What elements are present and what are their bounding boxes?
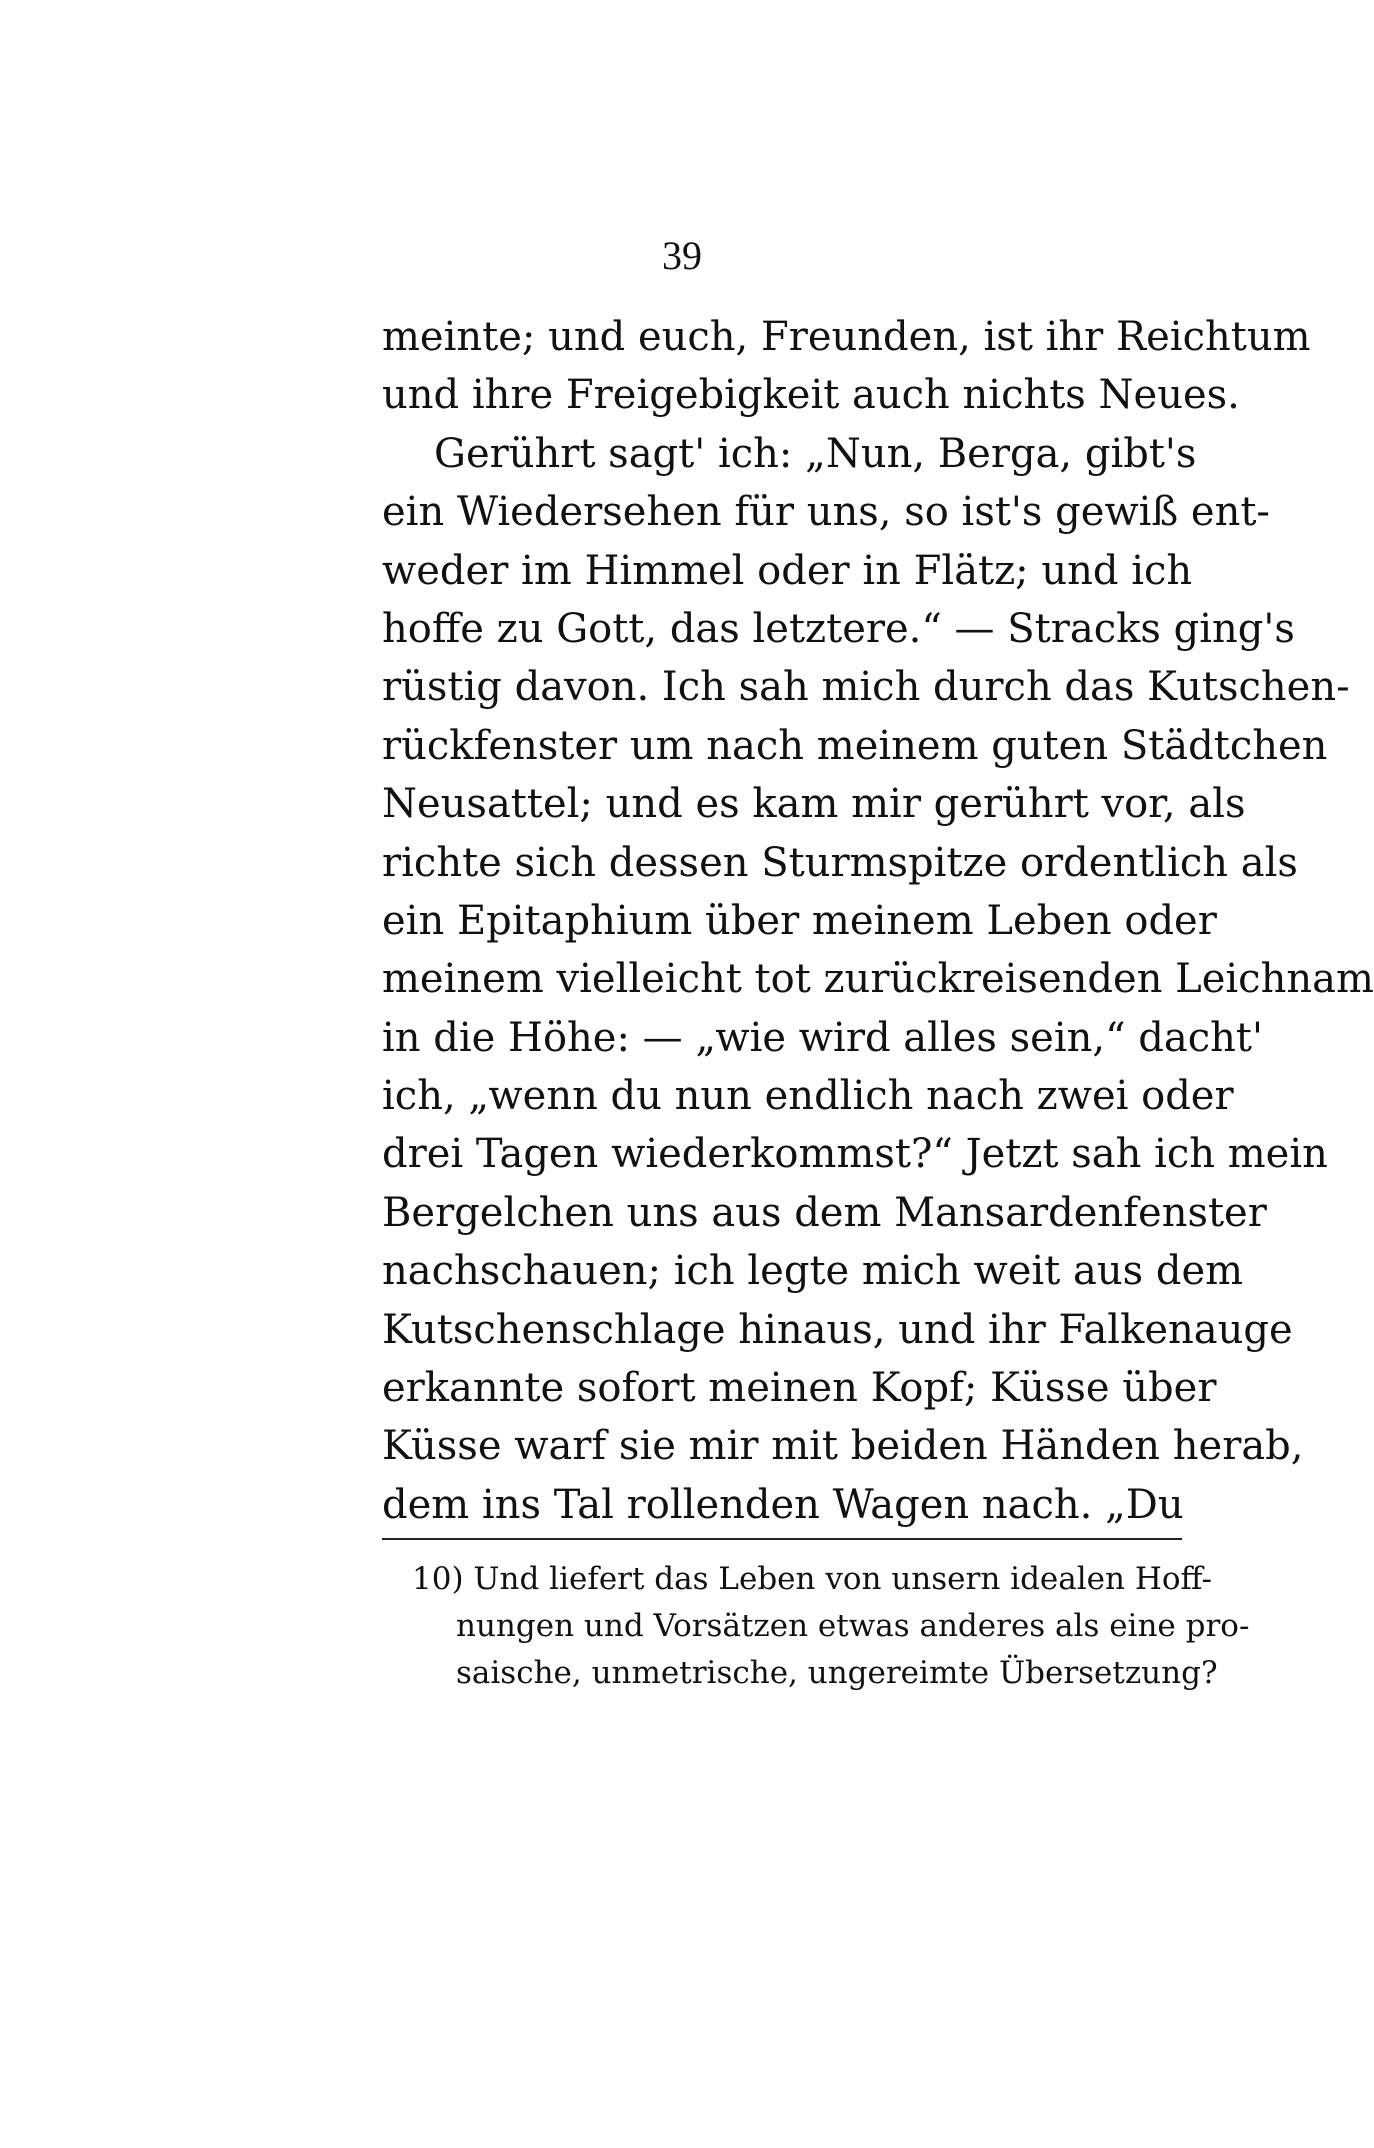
text-line: rückfenster um nach meinem guten Städtchen xyxy=(382,722,1328,769)
text-line: richte sich dessen Sturmspitze ordentlich als xyxy=(382,839,1298,886)
text-line: Küsse warf sie mir mit beiden Händen herab, xyxy=(382,1423,1304,1470)
footnote-line: saische, unmetrische, ungereimte Übersetzung? xyxy=(456,1655,1218,1691)
footnote xyxy=(412,1556,1250,1697)
text-line: weder im Himmel oder in Flätz; und ich xyxy=(382,547,1193,594)
text-line: hoffe zu Gott, das letztere.“ — Stracks ging's xyxy=(382,605,1295,652)
footnote-line: 10) Und liefert das Leben von unsern idealen Hoff- xyxy=(412,1561,1212,1597)
text-line: in die Höhe: — „wie wird alles sein,“ dacht' xyxy=(382,1014,1263,1061)
text-line: Kutschenschlage hinaus, und ihr Falkenauge xyxy=(382,1306,1293,1353)
text-line: meinte; und euch, Freunden, ist ihr Reichtum xyxy=(382,314,1311,360)
text-line: ein Epitaphium über meinem Leben oder xyxy=(382,897,1217,944)
text-line: ein Wiedersehen für uns, so ist's gewiß ent- xyxy=(382,489,1270,536)
text-line: und ihre Freigebigkeit auch nichts Neues. xyxy=(382,372,1240,419)
text-line: rüstig davon. Ich sah mich durch das Kutschen- xyxy=(382,664,1350,711)
page-number: 39 xyxy=(662,233,702,278)
footnote-line: nungen und Vorsätzen etwas anderes als eine pro- xyxy=(456,1608,1250,1644)
text-line: dem ins Tal rollenden Wagen nach. „Du xyxy=(382,1481,1184,1528)
text-line: drei Tagen wiederkommst?“ Jetzt sah ich mein xyxy=(382,1131,1328,1178)
text-line: Gerührt sagt' ich: „Nun, Berga, gibt's xyxy=(434,430,1197,477)
text-line: ich, „wenn du nun endlich nach zwei oder xyxy=(382,1073,1234,1120)
text-line: meinem vielleicht tot zurückreisenden Leichnam xyxy=(382,956,1374,1003)
footnote-divider xyxy=(382,1538,1182,1540)
text-line: erkannte sofort meinen Kopf; Küsse über xyxy=(382,1365,1217,1412)
text-line: Bergelchen uns aus dem Mansardenfenster xyxy=(382,1189,1267,1236)
text-line: nachschauen; ich legte mich weit aus dem xyxy=(382,1248,1244,1295)
body-text xyxy=(382,308,1374,1534)
text-line: Neusattel; und es kam mir gerührt vor, als xyxy=(382,781,1246,828)
